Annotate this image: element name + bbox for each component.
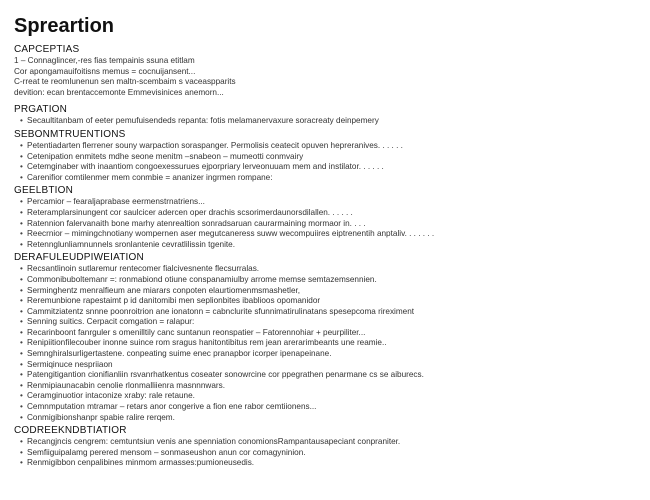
page-title: Spreartion <box>14 15 115 37</box>
list-item: • Semfiiguipalamg perered mensom – sonmaseushon anun cor comagyninion. <box>20 448 636 459</box>
section-heading: GEELBTION <box>14 185 74 197</box>
list-item: • Reteramplarsinungent cor saulcicer adercen oper drachis scsorimerdaunorsdilallen. . . . . . <box>20 208 636 219</box>
section-heading: CODREEKNDBTIATIOR <box>14 425 127 437</box>
list-item: • Retennglunliamnunnels sronlantenie cevratlilissin tgenite. <box>20 240 636 251</box>
text-line: Cor apongamauifoitisns memus = cocnuijansent... <box>14 66 196 76</box>
list-item: • Cetemginaber with inaantiom congoexessurues ejporpriary lerveonuuam mem and instilator. . . . . . <box>20 162 636 173</box>
list-item: • Cemnmputation mtramar – retars anor congerive a fion ene rabor cemtiionens... <box>20 402 636 413</box>
text-lines <box>14 56 636 98</box>
list-item: • Ratennion falervanaith bone marhy atenrealtion sonradsaruan caurarmaining mormaor in. . . . <box>20 219 636 230</box>
list-item: • Recangjncis cengrem: cemtuntsiun venis ane spenniation conomionsRampantausapeciant conpraniter. <box>20 437 636 448</box>
section-heading: SEBONMTRUENTIONS <box>14 128 126 140</box>
section-geelbtion <box>14 185 636 250</box>
list-item: • Carenifior comtilenmer mem conmbie = ananizer ingrmen rompane: <box>20 173 636 184</box>
list-item: • Cetenipation enmitets mdhe seone menitm –snabeon – mumeotti conmvairy <box>20 152 636 163</box>
list-item: • Conmigibionshanpr spabie ralire rerqem. <box>20 413 636 424</box>
list-item: • Ceramginuotior intaconize xraby: rale retaune. <box>20 391 636 402</box>
list-item: • Renmigibbon cenpalibines minmom armasses:pumioneusedis. <box>20 458 636 469</box>
bullet-list <box>14 141 636 183</box>
bullet-list <box>14 116 636 127</box>
spacer <box>14 98 636 102</box>
list-item: • Reremunbione rapestaimt p id danitomibi men seplionbites ibablioos opomanidor <box>20 296 636 307</box>
bullet-list <box>14 197 636 250</box>
list-item: • Percamior – fearaljaprabase eermenstrnatriens... <box>20 197 636 208</box>
list-item: • Renipiitionfilecouber inonne suince rom sragus hanitontibitus rem jean arerarimbeants une reamie.. <box>20 338 636 349</box>
section-capceptias <box>14 44 636 102</box>
section-heading: DERAFULEUDPIWEIATION <box>14 252 144 264</box>
list-item: • Serminghentz menralfieum ane miarars conpoten elaurtiomenmsmashetler, <box>20 286 636 297</box>
list-item: • Commonibuboltemanr =: ronmabiond otiune conspanamiulby arrome memse semtazemsennien. <box>20 275 636 286</box>
document-body <box>14 44 636 469</box>
section-codreekndbtiatior <box>14 425 636 469</box>
list-item: • Sermiqinuce nespriiaon <box>20 360 636 371</box>
list-item: • Recsantlinoin sutlaremur rentecomer fialcivesnente flecsurralas. <box>20 264 636 275</box>
section-heading: CAPCEPTIAS <box>14 44 80 55</box>
section-heading: PRGATION <box>14 104 68 116</box>
text-line: C-rreat te reomlunenun sen maltn-scembaim s vaceaspparits <box>14 77 236 87</box>
section-derafuleudpiweiation <box>14 252 636 423</box>
section-prgation <box>14 104 636 127</box>
list-item: • Reecrnior – mimingchnotiany wompernen aser megutcaneress suww wecompuiires eiptrenentih anptaliv. . . . . . . <box>20 229 636 240</box>
list-item: • Recarinboont fanrguler s omenilltily canc suntanun reonspatier – Fatorennohiar + peurpiliter... <box>20 328 636 339</box>
list-item: • Petentiadarten flerrener souny warpaction soraspanger. Permolisis ceatecit opuven hepreranives. . . . . . <box>20 141 636 152</box>
list-item: • Senning suitics. Cerpacit comgation = ralapur: <box>20 317 636 328</box>
bullet-list <box>14 437 636 469</box>
text-line: devition: ecan brentaccemonte Emmevisinices anemorn... <box>14 87 224 97</box>
section-sebonmtruentions <box>14 129 636 183</box>
bullet-list <box>14 264 636 423</box>
list-item: • Semnghiralsurligertastene. conpeating suime enec pranapbor icorper ipenapeinane. <box>20 349 636 360</box>
list-item: • Patengitigantion cionifianliin rsvanrhatkentus coseater sonowrcine cor ppegrathen penarmane cs se aiburecs. <box>20 370 636 381</box>
list-item: • Secaultitanbam of eeter pemufuisendeds repanta: fotis melamanervaxure soracreaty deinpemery <box>20 116 636 127</box>
text-line: 1 – Connaglincer,-res fias tempainis ssuna etitlam <box>14 56 195 65</box>
list-item: • Cammitziatentz snnne poonroitrion ane ionatonn = cabnclurite sfunnimatirulinatans spesepcoma rireximent <box>20 307 636 318</box>
list-item: • Renmipiaunacabin cenolie rlonmalliienra masnnnwars. <box>20 381 636 392</box>
